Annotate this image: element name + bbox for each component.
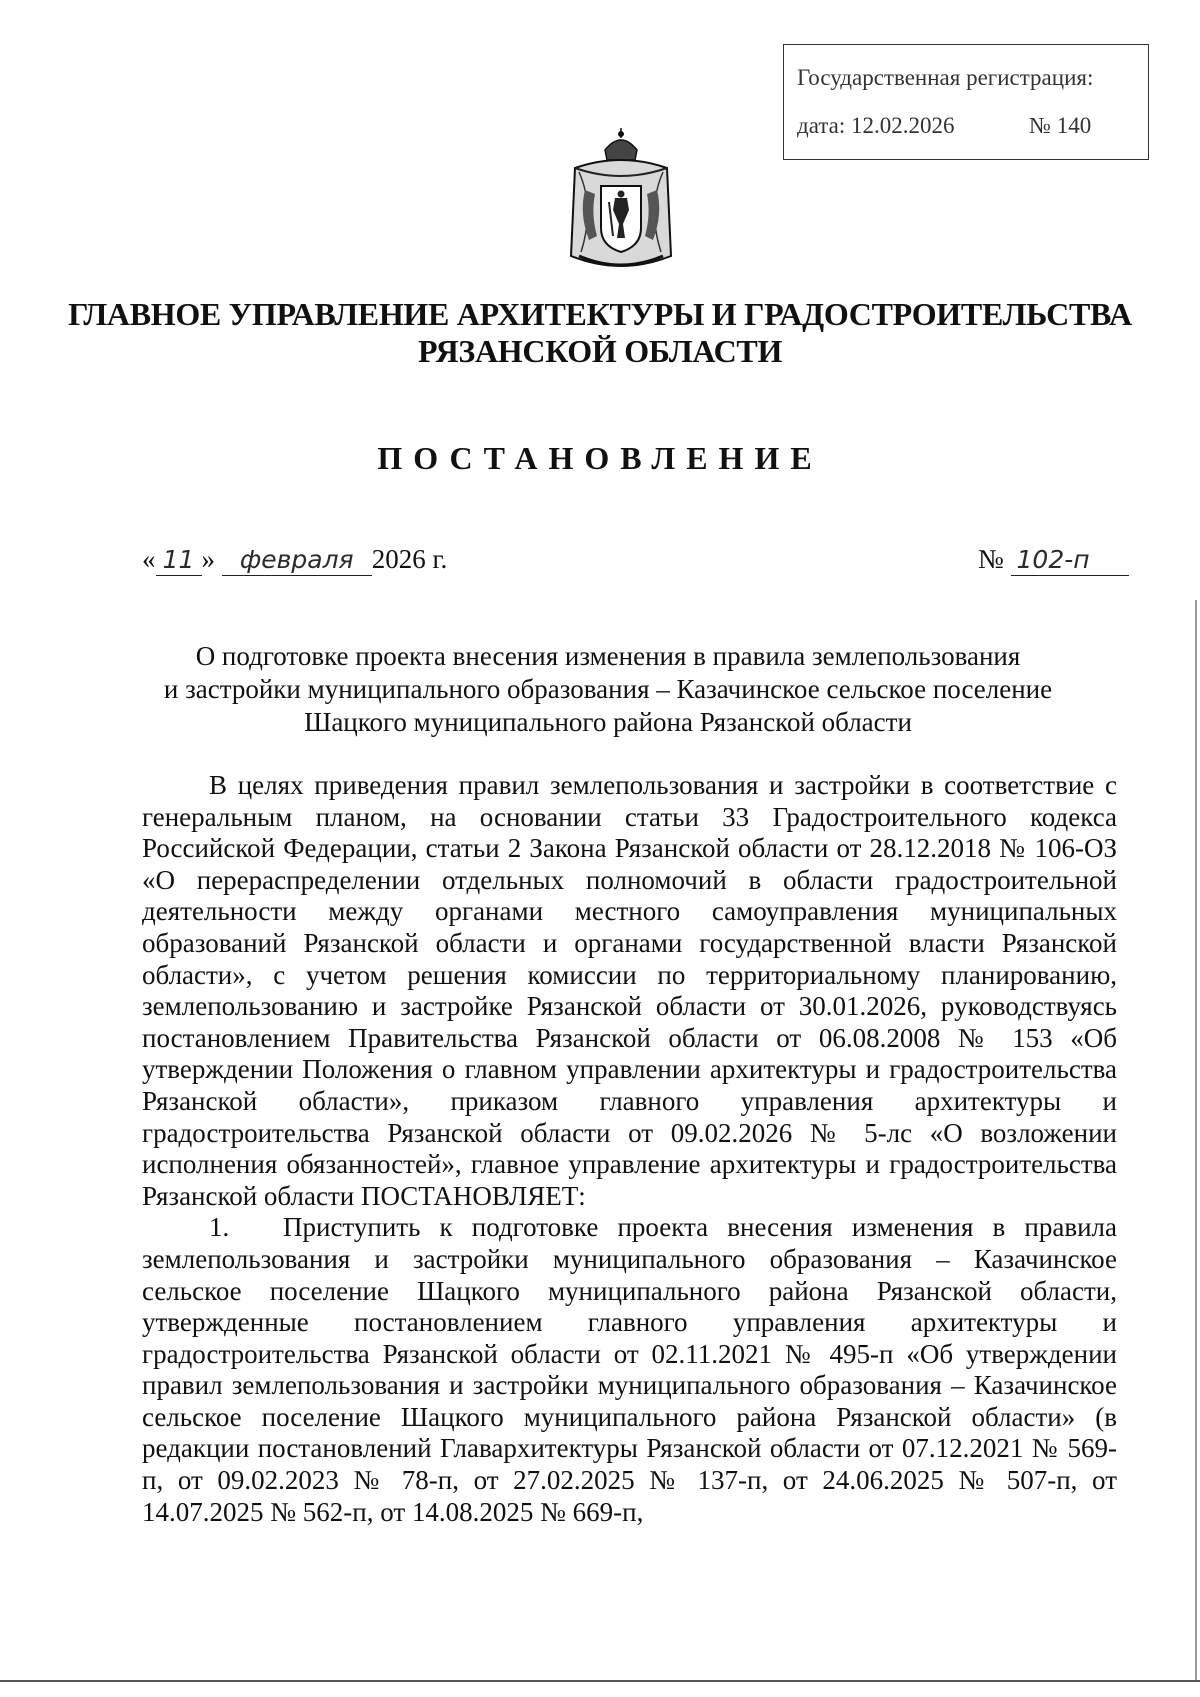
item-text: Приступить к подготовке проекта внесения изменения в правила землепользования и застройки муниципального образования – Казачинское сельское поселение Шацкого муниципального района Рязанской области, утвержденные постановлением главного управления архитектуры и градостроительства Рязанской области от 02.11.2021 № 495-п «Об утверждении правил землепользования и застройки муниципального образования – Казачинское сельское поселение Шацкого муниципального района Рязанской области» (в редакции постановлений Главархитектуры Рязанской области от 07.12.2021 № 569-п, от 09.02.2023 № 78-п, от 27.02.2025 № 137-п, от 24.06.2025 № 507-п, от 14.07.2025 № 562-п, от 14.08.2025 № 669-п, <box>142 1212 1117 1527</box>
coat-of-arms-icon <box>565 128 677 278</box>
document-body <box>142 770 1117 1528</box>
subject-line: и застройки муниципального образования – Казачинское сельское поселение <box>163 674 1053 704</box>
quote-open: « <box>142 544 156 574</box>
registration-title: Государственная регистрация: <box>797 65 1094 90</box>
document-year: 2026 г. <box>371 544 448 574</box>
organization-name-line2: РЯЗАНСКОЙ ОБЛАСТИ <box>417 333 783 369</box>
document-type-title: ПОСТАНОВЛЕНИЕ <box>377 440 823 476</box>
registration-number: № 140 <box>1029 113 1092 138</box>
page-bottom-edge <box>0 1680 1200 1682</box>
handwritten-number: 102-п <box>1011 545 1129 576</box>
scan-edge <box>1195 600 1197 1680</box>
document-date <box>142 544 447 576</box>
handwritten-month: февраля <box>222 545 372 576</box>
registration-date: дата: 12.02.2026 <box>797 113 955 138</box>
preamble-paragraph: В целях приведения правил землепользования и застройки в соответствие с генеральным планом, на основании статьи 33 Градостроительного кодекса Российской Федерации, статьи 2 Закона Рязанской области от 28.12.2018 № 106-ОЗ «О перераспределении отдельных полномочий в области градостроительной деятельности между органами местного самоуправления муниципальных образований Рязанской области и органами государственной власти Рязанской области», с учетом решения комиссии по территориальному планированию, землепользованию и застройке Рязанской области от 30.01.2026, руководствуясь постановлением Правительства Рязанской области от 06.08.2008 № 153 «Об утверждении Положения о главном управлении архитектуры и градостроительства Рязанской области», приказом главного управления архитектуры и градостроительства Рязанской области от 09.02.2026 № 5-лс «О возложении исполнения обязанностей», главное управление архитектуры и градостроительства Рязанской области ПОСТАНОВЛЯЕТ: <box>142 770 1117 1211</box>
handwritten-day: 11 <box>156 545 202 576</box>
item-number: 1. <box>209 1212 230 1243</box>
subject-line: Шацкого муниципального района Рязанской области <box>304 707 912 737</box>
quote-close: » <box>201 544 215 574</box>
document-number <box>978 544 1129 576</box>
organization-name-line1: ГЛАВНОЕ УПРАВЛЕНИЕ АРХИТЕКТУРЫ И ГРАДОСТРОИТЕЛЬСТВА <box>68 296 1132 332</box>
subject-line: О подготовке проекта внесения изменения в правила землепользования <box>195 641 1021 671</box>
numbered-item-1 <box>142 1212 1117 1528</box>
number-prefix: № <box>978 544 1004 574</box>
document-subject <box>142 640 1074 739</box>
registration-stamp <box>783 44 1149 160</box>
